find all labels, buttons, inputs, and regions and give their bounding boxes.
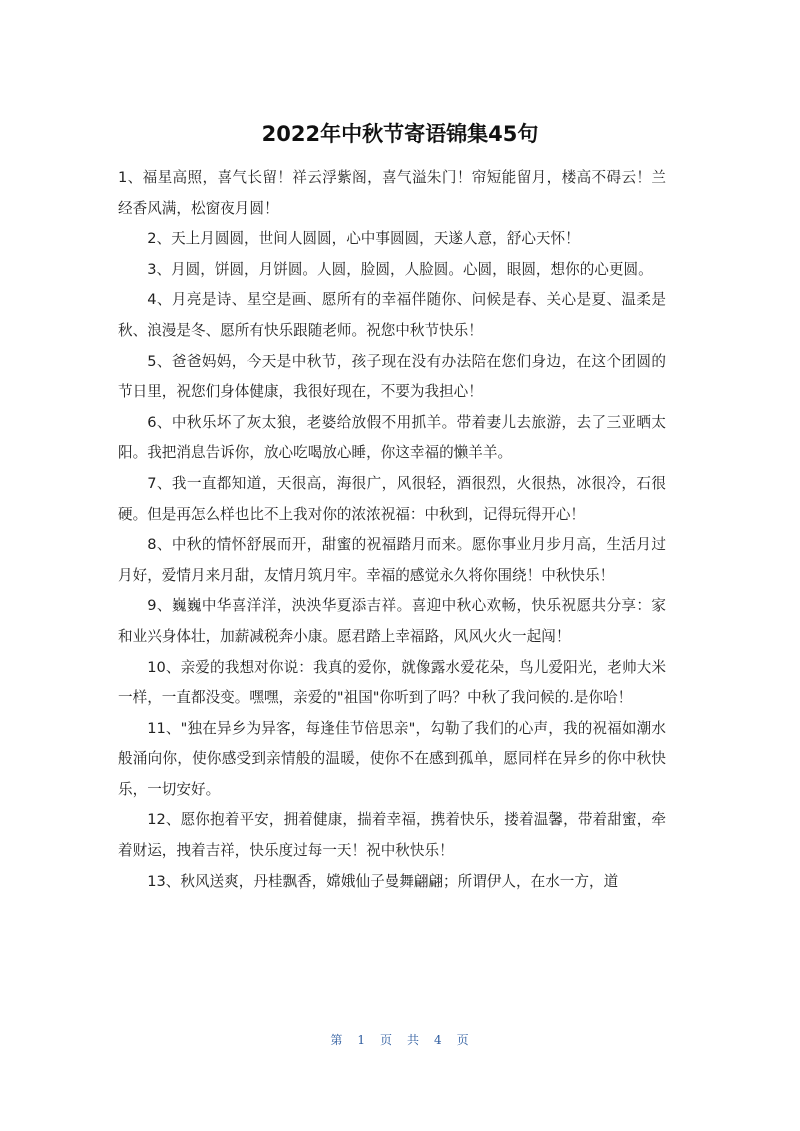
paragraph-10: 10、亲爱的我想对你说：我真的爱你，就像露水爱花朵，鸟儿爱阳光，老帅大米一样，一直都没变。嘿嘿，亲爱的"祖国"你听到了吗？中秋了我问候的.是你哈！	[118, 658, 666, 707]
document-body	[118, 163, 666, 897]
paragraph-13: 13、秋风送爽，丹桂飘香，嫦娥仙子曼舞翩翩；所谓伊人，在水一方，道	[147, 872, 619, 890]
paragraph-2: 2、天上月圆圆，世间人圆圆，心中事圆圆，天遂人意，舒心天怀！	[147, 230, 580, 248]
page-footer	[0, 1031, 800, 1049]
footer-total-pages: 4	[434, 1033, 443, 1047]
footer-page-number: 1	[357, 1033, 366, 1047]
footer-ye2: 页	[456, 1033, 470, 1047]
paragraph-4: 4、月亮是诗、星空是画、愿所有的幸福伴随你、问候是春、关心是夏、温柔是秋、浪漫是冬、愿所有快乐跟随老师。祝您中秋节快乐！	[118, 291, 666, 339]
paragraph-11: 11、"独在异乡为异客，每逢佳节倍思亲"，勾勒了我们的心声，我的祝福如潮水般涌向你，使你感受到亲情般的温暖，使你不在感到孤单，愿同样在异乡的你中秋快乐，一切安好。	[118, 719, 666, 798]
paragraph-8: 8、中秋的情怀舒展而开，甜蜜的祝福踏月而来。愿你事业月步月高，生活月过月好，爱情月来月甜，友情月筑月牢。幸福的感觉永久将你围绕！中秋快乐！	[118, 536, 666, 584]
document-title: 2022年中秋节寄语锦集45句	[261, 122, 539, 146]
paragraph-5: 5、爸爸妈妈，今天是中秋节，孩子现在没有办法陪在您们身边，在这个团圆的节日里，祝您们身体健康，我很好现在，不要为我担心！	[118, 352, 666, 401]
footer-ye: 页	[379, 1033, 393, 1047]
paragraph-7: 7、我一直都知道，天很高，海很广，风很轻，酒很烈，火很热，冰很冷，石很硬。但是再怎么样也比不上我对你的浓浓祝福：中秋到，记得玩得开心！	[118, 474, 666, 523]
paragraph-9: 9、巍巍中华喜洋洋，泱泱华夏添吉祥。喜迎中秋心欢畅，快乐祝愿共分享：家和业兴身体壮，加薪减税奔小康。愿君踏上幸福路，风风火火一起闯！	[118, 597, 666, 645]
paragraph-6: 6、中秋乐坏了灰太狼，老婆给放假不用抓羊。带着妻儿去旅游，去了三亚晒太阳。我把消息告诉你，放心吃喝放心睡，你这幸福的懒羊羊。	[118, 413, 666, 462]
paragraph-1: 1、福星高照，喜气长留！祥云浮紫阁，喜气溢朱门！帘短能留月，楼高不碍云！兰经香风满，松窗夜月圆！	[118, 169, 666, 217]
footer-di: 第	[330, 1033, 344, 1047]
footer-gong: 共	[407, 1033, 421, 1047]
paragraph-12: 12、愿你抱着平安，拥着健康，揣着幸福，携着快乐，搂着温馨，带着甜蜜，牵着财运，拽着吉祥，快乐度过每一天！祝中秋快乐！	[118, 811, 666, 860]
paragraph-3: 3、月圆，饼圆，月饼圆。人圆，脸圆，人脸圆。心圆，眼圆，想你的心更圆。	[147, 260, 653, 278]
